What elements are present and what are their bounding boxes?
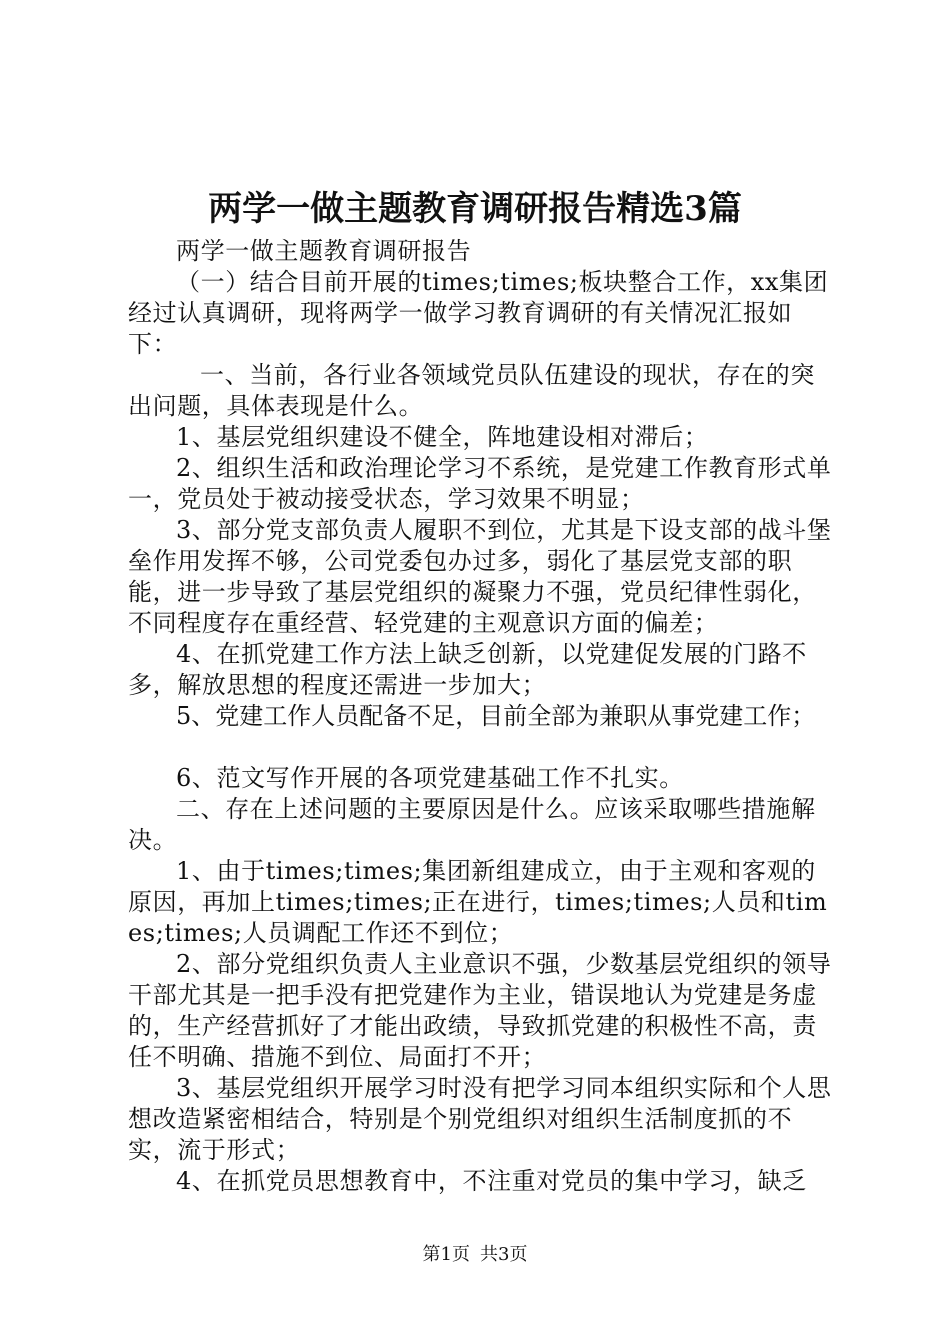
paragraph-item-1-2: 2、组织生活和政治理论学习不系统，是党建工作教育形式单一，党员处于被动接受状态，学习效果不明显； xyxy=(128,454,832,513)
paragraph-item-1-6: 6、范文写作开展的各项党建基础工作不扎实。 xyxy=(176,764,684,792)
document-body xyxy=(128,236,832,1197)
paragraph-intro: （一）结合目前开展的times;times;板块整合工作，xx集团经过认真调研，现将两学一做学习教育调研的有关情况汇报如下： xyxy=(128,268,829,358)
paragraph-item-2-2: 2、部分党组织负责人主业意识不强，少数基层党组织的领导干部尤其是一把手没有把党建作为主业，错误地认为党建是务虚的，生产经营抓好了才能出政绩，导致抓党建的积极性不高，责任不明确、措施不到位、局面打不开； xyxy=(128,950,832,1071)
page-footer xyxy=(0,1242,950,1268)
page-number: 第1页 xyxy=(422,1244,470,1265)
paragraph-subtitle: 两学一做主题教育调研报告 xyxy=(176,237,472,265)
document-title: 两学一做主题教育调研报告精选3篇 xyxy=(208,189,742,229)
paragraph-section-1-heading: 一、当前，各行业各领域党员队伍建设的现状，存在的突出问题，具体表现是什么。 xyxy=(128,361,815,420)
paragraph-item-2-3: 3、基层党组织开展学习时没有把学习同本组织实际和个人思想改造紧密相结合，特别是个别党组织对组织生活制度抓的不实，流于形式； xyxy=(128,1074,832,1164)
paragraph-item-1-5: 5、党建工作人员配备不足，目前全部为兼职从事党建工作； xyxy=(176,702,816,730)
paragraph-item-1-4: 4、在抓党建工作方法上缺乏创新，以党建促发展的门路不多，解放思想的程度还需进一步加大； xyxy=(128,640,807,699)
paragraph-item-2-1: 1、由于times;times;集团新组建成立，由于主观和客观的原因，再加上times;times;正在进行，times;times;人员和times;times;人员调配工作还不到位； xyxy=(128,857,828,947)
paragraph-item-1-1: 1、基层党组织建设不健全，阵地建设相对滞后； xyxy=(176,423,709,451)
page-total: 共3页 xyxy=(480,1244,528,1265)
paragraph-item-2-4: 4、在抓党员思想教育中，不注重对党员的集中学习，缺乏 xyxy=(176,1167,807,1195)
paragraph-item-1-3: 3、部分党支部负责人履职不到位，尤其是下设支部的战斗堡垒作用发挥不够，公司党委包办过多，弱化了基层党支部的职能，进一步导致了基层党组织的凝聚力不强，党员纪律性弱化，不同程度存在重经营、轻党建的主观意识方面的偏差； xyxy=(128,516,832,637)
paragraph-section-2-heading: 二、存在上述问题的主要原因是什么。应该采取哪些措施解决。 xyxy=(128,795,816,854)
